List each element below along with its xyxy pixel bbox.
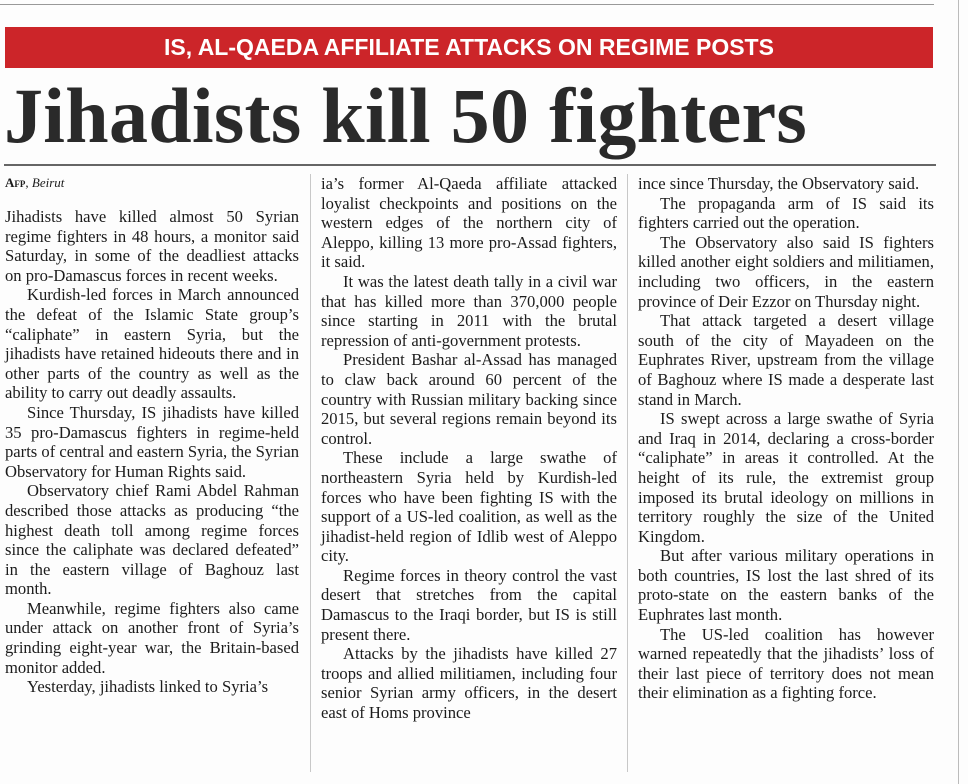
paragraph: The US-led coalition has however warned repeatedly that the jihadists’ loss of their last piece of territory does not mean their elimination as a fighting force.	[638, 624, 934, 703]
headline: Jihadists kill 50 fighters	[4, 72, 808, 159]
paragraph: IS swept across a large swathe of Syria and Iraq in 2014, declaring a cross-border “caliphate” in areas it controlled. At the height of its rule, the extremist group imposed its brutal ideology on millions in territory roughly the size of the United Kingdom.	[638, 409, 934, 546]
page-edge-rule	[958, 0, 959, 784]
paragraph: Regime forces in theory control the vast desert that stretches from the capital Damascus to the Iraqi border, but IS is still present there.	[321, 565, 617, 644]
paragraph: Yesterday, jihadists linked to Syria’s	[27, 677, 269, 697]
headline-rule	[4, 164, 936, 166]
byline-agency: Afp	[5, 175, 26, 190]
paragraph: But after various military operations in both countries, IS lost the last shred of its proto-state on the eastern banks of the Euphrates last month.	[638, 546, 934, 625]
article-column-3	[638, 174, 934, 703]
byline	[5, 174, 64, 192]
top-rule	[0, 4, 934, 5]
paragraph: That attack targeted a desert village south of the city of Mayadeen on the Euphrates River, upstream from the village of Baghouz where IS made a desperate last stand in March.	[638, 311, 934, 409]
column-divider-1	[310, 174, 311, 772]
paragraph: Observatory chief Rami Abdel Rahman described those attacks as producing “the highest death toll among regime forces since the caliphate was declared defeated” in the eastern village of Baghouz last month.	[5, 481, 299, 599]
paragraph: It was the latest death tally in a civil war that has killed more than 370,000 people since starting in 2011 with the brutal repression of anti-government protests.	[321, 271, 617, 350]
paragraph: ia’s former Al-Qaeda affiliate attacked loyalist checkpoints and positions on the western edges of the northern city of Aleppo, killing 13 more pro-Assad fighters, it said.	[321, 174, 617, 272]
paragraph: Since Thursday, IS jihadists have killed 35 pro-Damascus fighters in regime-held parts of central and eastern Syria, the Syrian Observatory for Human Rights said.	[5, 402, 299, 481]
kicker-banner: IS, AL-QAEDA AFFILIATE ATTACKS ON REGIME POSTS	[5, 27, 933, 68]
byline-separator: ,	[25, 175, 32, 190]
paragraph: Jihadists have killed almost 50 Syrian regime fighters in 48 hours, a monitor said Saturday, in some of the deadliest attacks on pro-Damascus forces in recent weeks.	[5, 207, 299, 285]
article-column-1	[5, 207, 299, 697]
paragraph: These include a large swathe of northeastern Syria held by Kurdish-led forces who have been fighting IS with the support of a US-led coalition, as well as the jihadist-held region of Idlib west of Aleppo city.	[321, 448, 617, 566]
paragraph: Kurdish-led forces in March announced the defeat of the Islamic State group’s “caliphate” in eastern Syria, but the jihadists have retained hideouts there and in other parts of the country as well as the ability to carry out deadly assaults.	[5, 285, 299, 403]
column-divider-2	[627, 174, 628, 772]
paragraph: Attacks by the jihadists have killed 27 troops and allied militiamen, including four senior Syrian army officers, in the desert east of Homs province	[321, 644, 617, 723]
paragraph: ince since Thursday, the Observatory said.	[638, 174, 920, 193]
byline-place: Beirut	[31, 175, 65, 190]
article-column-2	[321, 174, 617, 723]
paragraph: The Observatory also said IS fighters killed another eight soldiers and militiamen, including two officers, in the eastern province of Deir Ezzor on Thursday night.	[638, 232, 934, 311]
paragraph: The propaganda arm of IS said its fighters carried out the operation.	[638, 193, 934, 233]
paragraph: Meanwhile, regime fighters also came under attack on another front of Syria’s grinding eight-year war, the Britain-based monitor added.	[5, 598, 299, 677]
paragraph: President Bashar al-Assad has managed to claw back around 60 percent of the country with Russian military backing since 2015, but several regions remain beyond its control.	[321, 350, 617, 448]
